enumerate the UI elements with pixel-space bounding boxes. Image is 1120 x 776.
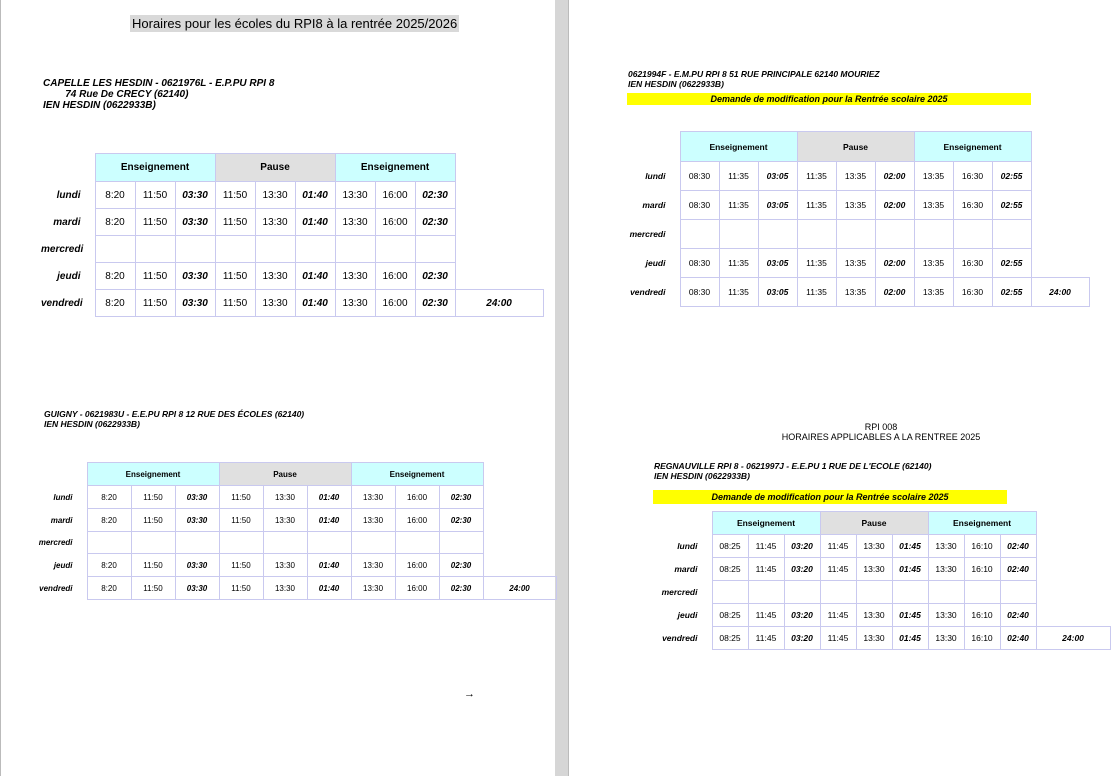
pause-header: Pause	[820, 512, 928, 535]
duration-cell: 03:20	[784, 627, 820, 650]
time-cell: 11:50	[215, 182, 255, 209]
time-cell: 11:50	[131, 554, 175, 577]
schedule-row-vendredi	[649, 627, 1110, 650]
time-cell: 16:10	[964, 535, 1000, 558]
duration-cell	[295, 236, 335, 263]
time-cell	[712, 581, 748, 604]
duration-cell: 03:30	[175, 290, 215, 317]
time-cell: 11:45	[820, 627, 856, 650]
time-cell: 13:30	[351, 554, 395, 577]
blank-cell	[455, 154, 543, 182]
duration-cell: 02:30	[439, 509, 483, 532]
time-cell	[95, 236, 135, 263]
duration-cell: 01:40	[295, 263, 335, 290]
schedule-table-regnauville	[649, 511, 1111, 650]
blank-cell	[41, 154, 95, 182]
duration-cell	[415, 236, 455, 263]
duration-cell	[307, 532, 351, 554]
time-cell: 13:30	[856, 604, 892, 627]
time-cell: 8:20	[87, 577, 131, 600]
blank-cell	[483, 532, 556, 554]
time-cell: 13:30	[351, 577, 395, 600]
weekly-total-cell: 24:00	[483, 577, 556, 600]
duration-cell: 03:30	[175, 554, 219, 577]
arrow-right-icon: →	[464, 688, 475, 700]
time-cell: 13:30	[928, 535, 964, 558]
blank-cell	[455, 263, 543, 290]
day-label: mardi	[642, 200, 666, 210]
duration-cell: 01:40	[307, 509, 351, 532]
time-cell: 16:00	[375, 263, 415, 290]
duration-cell: 01:45	[892, 604, 928, 627]
school-header-line: IEN HESDIN (0622933B)	[43, 100, 156, 111]
time-cell: 13:35	[836, 162, 875, 191]
time-cell: 16:00	[395, 486, 439, 509]
enseignement-header: Enseignement	[335, 154, 455, 182]
duration-cell: 02:40	[1000, 558, 1036, 581]
school-header-guigny	[44, 409, 304, 429]
duration-cell	[784, 581, 820, 604]
time-cell: 13:35	[836, 249, 875, 278]
duration-cell: 03:30	[175, 486, 219, 509]
day-label: lundi	[677, 541, 698, 551]
time-cell: 8:20	[87, 486, 131, 509]
day-label: mercredi	[41, 243, 84, 255]
time-cell: 13:30	[255, 290, 295, 317]
school-header-line: IEN HESDIN (0622933B)	[44, 419, 140, 429]
time-cell	[797, 220, 836, 249]
time-cell: 13:30	[856, 535, 892, 558]
time-cell: 08:25	[712, 604, 748, 627]
time-cell: 13:30	[335, 209, 375, 236]
modification-notice: Demande de modification pour la Rentrée scolaire 2025	[653, 490, 1007, 504]
time-cell: 08:25	[712, 627, 748, 650]
day-label: lundi	[645, 171, 666, 181]
schedule-row-vendredi	[33, 577, 556, 600]
day-label: mardi	[674, 564, 698, 574]
duration-cell: 03:05	[758, 249, 797, 278]
day-label: mercredi	[661, 587, 698, 597]
schedule-table-capelle	[41, 153, 544, 317]
schedule-row-jeudi	[41, 263, 543, 290]
time-cell: 16:30	[953, 249, 992, 278]
time-cell: 8:20	[95, 209, 135, 236]
day-label: lundi	[53, 492, 73, 502]
time-cell: 13:30	[351, 509, 395, 532]
schedule-row-mardi	[33, 509, 556, 532]
time-cell: 13:30	[856, 627, 892, 650]
schedule-row-mercredi	[649, 581, 1110, 604]
duration-cell: 02:30	[439, 577, 483, 600]
time-cell: 11:50	[135, 263, 175, 290]
day-label: vendredi	[39, 583, 73, 593]
time-cell	[263, 532, 307, 554]
time-cell: 11:35	[797, 249, 836, 278]
duration-cell: 02:00	[875, 278, 914, 307]
time-cell: 11:50	[219, 554, 263, 577]
time-cell: 16:00	[395, 509, 439, 532]
pause-header: Pause	[797, 132, 914, 162]
time-cell: 16:00	[375, 290, 415, 317]
blank-cell	[455, 182, 543, 209]
day-label: jeudi	[57, 270, 81, 282]
enseignement-header: Enseignement	[95, 154, 215, 182]
time-cell: 11:45	[748, 558, 784, 581]
schedule-row-mercredi	[629, 220, 1089, 249]
blank-cell	[649, 512, 712, 535]
duration-cell	[758, 220, 797, 249]
duration-cell: 01:45	[892, 627, 928, 650]
time-cell: 16:10	[964, 604, 1000, 627]
time-cell: 08:30	[680, 191, 719, 220]
blank-cell	[1036, 535, 1110, 558]
column-header-row	[649, 512, 1110, 535]
enseignement-header: Enseignement	[351, 463, 483, 486]
modification-notice: Demande de modification pour la Rentrée scolaire 2025	[627, 93, 1031, 105]
duration-cell: 02:55	[992, 191, 1031, 220]
duration-cell: 03:30	[175, 509, 219, 532]
blank-cell	[483, 463, 556, 486]
time-cell	[375, 236, 415, 263]
weekly-total-cell: 24:00	[455, 290, 543, 317]
duration-cell: 02:00	[875, 249, 914, 278]
document-title: Horaires pour les écoles du RPI8 à la rentrée 2025/2026	[132, 16, 458, 31]
time-cell: 13:30	[263, 509, 307, 532]
time-cell: 11:50	[215, 263, 255, 290]
enseignement-header: Enseignement	[928, 512, 1036, 535]
day-label: mardi	[50, 515, 73, 525]
time-cell: 11:45	[820, 535, 856, 558]
time-cell	[131, 532, 175, 554]
duration-cell: 01:40	[295, 182, 335, 209]
duration-cell: 01:40	[307, 577, 351, 600]
day-label: mercredi	[38, 538, 73, 547]
time-cell	[215, 236, 255, 263]
time-cell	[255, 236, 295, 263]
time-cell: 13:35	[914, 249, 953, 278]
duration-cell: 02:00	[875, 162, 914, 191]
time-cell	[836, 220, 875, 249]
schedule-row-vendredi	[41, 290, 543, 317]
time-cell: 13:35	[914, 278, 953, 307]
time-cell: 13:30	[255, 209, 295, 236]
duration-cell: 01:40	[295, 209, 335, 236]
day-label: jeudi	[645, 258, 666, 268]
time-cell	[395, 532, 439, 554]
blank-cell	[1031, 191, 1089, 220]
duration-cell: 02:30	[415, 182, 455, 209]
duration-cell	[892, 581, 928, 604]
time-cell: 13:30	[928, 558, 964, 581]
schedule-table-mouriez	[629, 131, 1090, 307]
time-cell: 11:35	[719, 249, 758, 278]
schedule-row-mardi	[629, 191, 1089, 220]
time-cell: 13:35	[836, 278, 875, 307]
duration-cell	[439, 532, 483, 554]
time-cell	[914, 220, 953, 249]
duration-cell: 03:30	[175, 209, 215, 236]
time-cell: 13:30	[351, 486, 395, 509]
time-cell: 11:35	[719, 278, 758, 307]
time-cell: 11:45	[748, 627, 784, 650]
time-cell	[219, 532, 263, 554]
time-cell: 13:30	[255, 263, 295, 290]
schedule-row-mercredi	[41, 236, 543, 263]
time-cell: 11:50	[135, 209, 175, 236]
time-cell: 8:20	[95, 263, 135, 290]
day-label: jeudi	[677, 610, 698, 620]
time-cell: 16:00	[375, 182, 415, 209]
time-cell: 13:35	[836, 191, 875, 220]
time-cell: 13:30	[255, 182, 295, 209]
school-header-line: IEN HESDIN (0622933B)	[654, 471, 750, 481]
rpi-heading-line2: HORAIRES APPLICABLES A LA RENTREE 2025	[781, 432, 981, 442]
duration-cell: 02:40	[1000, 535, 1036, 558]
schedule-row-lundi	[629, 162, 1089, 191]
time-cell: 11:50	[215, 209, 255, 236]
time-cell: 11:35	[719, 162, 758, 191]
duration-cell: 02:30	[415, 290, 455, 317]
column-header-row	[629, 132, 1089, 162]
document-page-1	[0, 0, 555, 776]
schedule-row-mercredi	[33, 532, 556, 554]
weekly-total-cell: 24:00	[1036, 627, 1110, 650]
column-header-row	[41, 154, 543, 182]
school-header-line: 0621994F - E.M.PU RPI 8 51 RUE PRINCIPALE 62140 MOURIEZ	[628, 69, 880, 79]
schedule-row-jeudi	[649, 604, 1110, 627]
schedule-row-lundi	[41, 182, 543, 209]
time-cell: 8:20	[95, 182, 135, 209]
time-cell: 13:30	[263, 577, 307, 600]
day-label: mardi	[53, 216, 81, 228]
time-cell	[335, 236, 375, 263]
time-cell: 8:20	[95, 290, 135, 317]
time-cell: 8:20	[87, 509, 131, 532]
time-cell	[719, 220, 758, 249]
time-cell: 16:30	[953, 278, 992, 307]
time-cell: 08:30	[680, 278, 719, 307]
schedule-table-guigny	[33, 462, 557, 600]
time-cell: 11:50	[219, 577, 263, 600]
time-cell: 11:35	[797, 191, 836, 220]
enseignement-header: Enseignement	[680, 132, 797, 162]
pause-header: Pause	[215, 154, 335, 182]
time-cell: 11:50	[215, 290, 255, 317]
time-cell	[953, 220, 992, 249]
time-cell: 13:30	[856, 558, 892, 581]
duration-cell: 02:00	[875, 191, 914, 220]
duration-cell: 01:45	[892, 535, 928, 558]
day-label: vendredi	[662, 633, 698, 643]
duration-cell: 03:30	[175, 263, 215, 290]
day-label: lundi	[56, 189, 81, 201]
school-header-mouriez	[628, 69, 880, 89]
day-label: vendredi	[41, 297, 83, 309]
duration-cell: 02:55	[992, 278, 1031, 307]
blank-cell	[1031, 220, 1089, 249]
blank-cell	[455, 209, 543, 236]
duration-cell: 01:40	[295, 290, 335, 317]
blank-cell	[1036, 558, 1110, 581]
time-cell	[351, 532, 395, 554]
time-cell: 16:30	[953, 162, 992, 191]
schedule-row-jeudi	[629, 249, 1089, 278]
time-cell	[856, 581, 892, 604]
enseignement-header: Enseignement	[914, 132, 1031, 162]
duration-cell	[175, 532, 219, 554]
time-cell: 11:45	[820, 558, 856, 581]
duration-cell: 01:40	[307, 554, 351, 577]
duration-cell: 03:20	[784, 604, 820, 627]
schedule-row-jeudi	[33, 554, 556, 577]
duration-cell: 01:40	[307, 486, 351, 509]
time-cell: 13:30	[335, 263, 375, 290]
pause-header: Pause	[219, 463, 351, 486]
time-cell: 13:30	[335, 182, 375, 209]
time-cell: 8:20	[87, 554, 131, 577]
duration-cell: 02:30	[415, 263, 455, 290]
duration-cell: 03:05	[758, 162, 797, 191]
duration-cell: 03:30	[175, 182, 215, 209]
blank-cell	[629, 132, 680, 162]
blank-cell	[1036, 581, 1110, 604]
time-cell	[820, 581, 856, 604]
school-header-line: GUIGNY - 0621983U - E.E.PU RPI 8 12 RUE DES ÉCOLES (62140)	[44, 409, 305, 419]
schedule-row-lundi	[33, 486, 556, 509]
duration-cell: 02:30	[439, 554, 483, 577]
enseignement-header: Enseignement	[712, 512, 820, 535]
blank-cell	[1031, 162, 1089, 191]
blank-cell	[483, 486, 556, 509]
time-cell: 13:30	[928, 627, 964, 650]
time-cell: 11:45	[820, 604, 856, 627]
time-cell: 13:35	[914, 191, 953, 220]
rpi-heading-line1: RPI 008	[864, 422, 898, 432]
time-cell: 11:45	[748, 535, 784, 558]
blank-cell	[1031, 132, 1089, 162]
time-cell: 08:30	[680, 249, 719, 278]
day-label: jeudi	[53, 560, 73, 570]
time-cell: 08:30	[680, 162, 719, 191]
blank-cell	[483, 509, 556, 532]
time-cell: 16:10	[964, 627, 1000, 650]
duration-cell	[992, 220, 1031, 249]
duration-cell	[175, 236, 215, 263]
duration-cell	[875, 220, 914, 249]
time-cell	[680, 220, 719, 249]
school-header-capelle	[43, 78, 274, 111]
time-cell: 11:50	[135, 182, 175, 209]
time-cell	[928, 581, 964, 604]
duration-cell: 03:30	[175, 577, 219, 600]
time-cell: 11:50	[219, 509, 263, 532]
schedule-row-mardi	[41, 209, 543, 236]
day-label: mercredi	[629, 229, 666, 239]
time-cell	[964, 581, 1000, 604]
time-cell	[87, 532, 131, 554]
time-cell: 16:30	[953, 191, 992, 220]
duration-cell: 02:40	[1000, 627, 1036, 650]
duration-cell: 02:55	[992, 162, 1031, 191]
time-cell: 08:25	[712, 558, 748, 581]
duration-cell	[1000, 581, 1036, 604]
time-cell: 11:45	[748, 604, 784, 627]
duration-cell: 02:40	[1000, 604, 1036, 627]
duration-cell: 03:20	[784, 558, 820, 581]
time-cell: 16:00	[395, 577, 439, 600]
blank-cell	[33, 463, 87, 486]
time-cell: 11:50	[131, 509, 175, 532]
time-cell: 11:35	[797, 278, 836, 307]
schedule-row-lundi	[649, 535, 1110, 558]
time-cell	[135, 236, 175, 263]
time-cell: 16:10	[964, 558, 1000, 581]
time-cell: 16:00	[375, 209, 415, 236]
duration-cell: 01:45	[892, 558, 928, 581]
time-cell: 08:25	[712, 535, 748, 558]
blank-cell	[1036, 512, 1110, 535]
schedule-row-mardi	[649, 558, 1110, 581]
weekly-total-cell: 24:00	[1031, 278, 1089, 307]
time-cell: 13:30	[335, 290, 375, 317]
school-header-line: REGNAUVILLE RPI 8 - 0621997J - E.E.PU 1 RUE DE L'ECOLE (62140)	[654, 461, 932, 471]
school-header-line: 74 Rue De CRECY (62140)	[43, 89, 189, 100]
column-header-row	[33, 463, 556, 486]
duration-cell: 02:30	[415, 209, 455, 236]
time-cell: 11:50	[135, 290, 175, 317]
blank-cell	[1031, 249, 1089, 278]
school-header-regnauville	[654, 461, 931, 481]
blank-cell	[1036, 604, 1110, 627]
time-cell: 11:50	[131, 486, 175, 509]
blank-cell	[455, 236, 543, 263]
time-cell	[748, 581, 784, 604]
blank-cell	[483, 554, 556, 577]
time-cell: 13:30	[928, 604, 964, 627]
school-header-line: CAPELLE LES HESDIN - 0621976L - E.P.PU RPI 8	[43, 78, 275, 89]
time-cell: 11:35	[797, 162, 836, 191]
time-cell: 11:50	[131, 577, 175, 600]
duration-cell: 02:30	[439, 486, 483, 509]
day-label: vendredi	[630, 287, 666, 297]
duration-cell: 03:05	[758, 191, 797, 220]
schedule-row-vendredi	[629, 278, 1089, 307]
school-header-line: IEN HESDIN (0622933B)	[628, 79, 724, 89]
duration-cell: 02:55	[992, 249, 1031, 278]
time-cell: 13:35	[914, 162, 953, 191]
time-cell: 13:30	[263, 486, 307, 509]
time-cell: 11:50	[219, 486, 263, 509]
enseignement-header: Enseignement	[87, 463, 219, 486]
document-page-2	[568, 0, 1120, 776]
time-cell: 13:30	[263, 554, 307, 577]
time-cell: 16:00	[395, 554, 439, 577]
time-cell: 11:35	[719, 191, 758, 220]
duration-cell: 03:20	[784, 535, 820, 558]
duration-cell: 03:05	[758, 278, 797, 307]
